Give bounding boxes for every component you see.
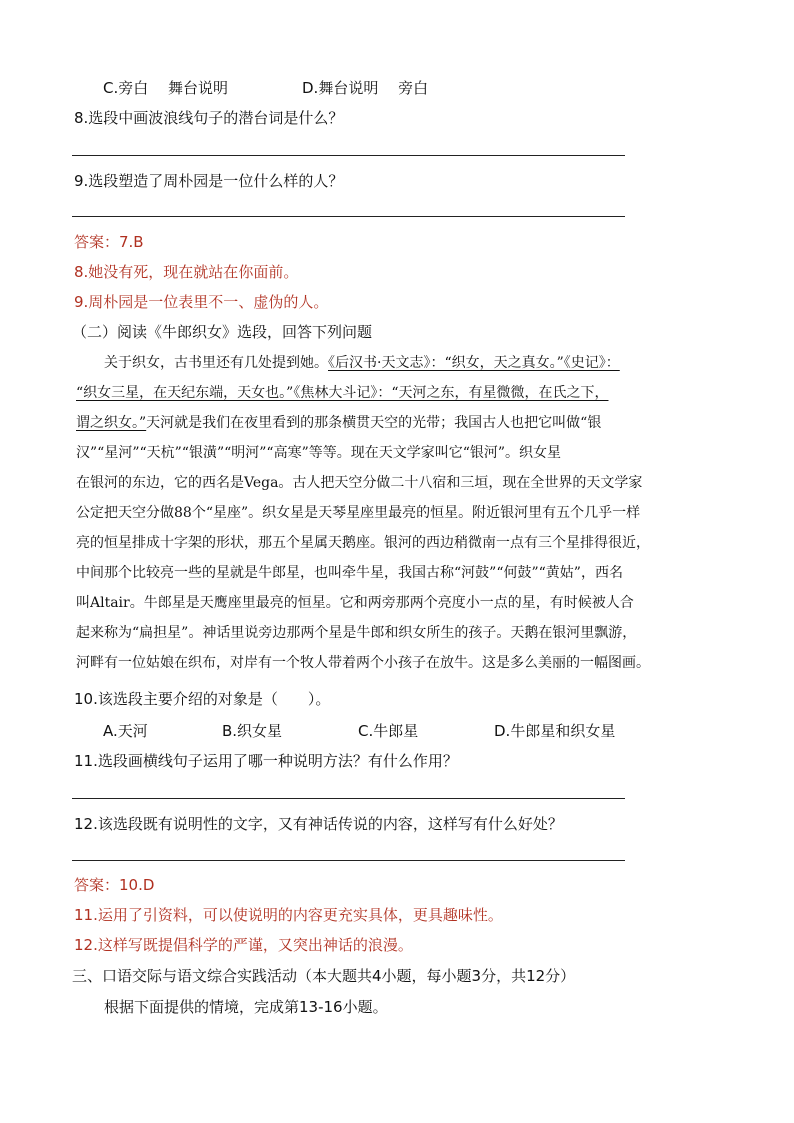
section-3-title: 三、口语交际与语文综合实践活动（本大题共4小题，每小题3分，共12分） — [72, 967, 576, 985]
q10-option-d: D.牛郎星和织女星 — [494, 722, 616, 740]
underlined-citation: 谓之织女。” — [76, 415, 147, 431]
passage-line-7: 亮的恒星排成十字架的形状，那五个星属天鹅座。银河的西边稍微南一点有三个星排得很近， — [76, 535, 650, 551]
passage-line-6: 公定把天空分做88个“星座”。织女星是天琴星座里最亮的恒星。附近银河里有五个几乎一样 — [76, 505, 641, 521]
answer-11: 11.运用了引资料，可以使说明的内容更充实具体，更具趣味性。 — [74, 906, 503, 924]
answer-line-9 — [72, 216, 625, 217]
question-11: 11.选段画横线句子运用了哪一种说明方法？有什么作用？ — [74, 752, 458, 770]
passage-line-3 — [76, 413, 601, 433]
q7-option-d: D.舞台说明 旁白 — [302, 79, 429, 97]
answer-7: 答案：7.B — [74, 233, 144, 251]
passage-line-2: “织女三星，在天纪东端，天女也。”《焦林大斗记》：“天河之东，有星微微，在氏之下， — [76, 385, 609, 401]
q10-option-c: C.牛郎星 — [358, 722, 419, 740]
answer-line-12 — [72, 860, 625, 861]
passage-line-10: 起来称为“扁担星”。神话里说旁边那两个星是牛郎和织女所生的孩子。天鹅在银河里飘游， — [76, 625, 637, 641]
q7-option-c: C.旁白 舞台说明 — [103, 79, 229, 97]
passage-line-5: 在银河的东边，它的西名是Vega。古人把天空分做二十八宿和三垣，现在全世界的天文学家 — [76, 475, 643, 491]
answer-9: 9.周朴园是一位表里不一、虚伪的人。 — [74, 293, 329, 311]
passage-text: 关于织女，古书里还有几处提到她。 — [104, 355, 328, 371]
question-12: 12.该选段既有说明性的文字，又有神话传说的内容，这样写有什么好处？ — [74, 815, 563, 833]
underlined-citation: 《后汉书·天文志》：“织女，天之真女。”《史记》： — [328, 355, 620, 371]
question-9: 9.选段塑造了周朴园是一位什么样的人？ — [74, 172, 344, 190]
passage-line-8: 中间那个比较亮一些的星就是牛郎星，也叫牵牛星，我国古称“河鼓”“何鼓”“黄姑”，西名 — [76, 565, 623, 581]
question-10: 10.该选段主要介绍的对象是（ ）。 — [74, 690, 331, 708]
q10-option-a: A.天河 — [103, 722, 148, 740]
answer-8: 8.她没有死，现在就站在你面前。 — [74, 263, 299, 281]
passage-line-4: 汉”“星河”“天杭”“银潢”“明河”“高寒”等等。现在天文学家叫它“银河”。织女星 — [76, 445, 562, 461]
section-3-intro: 根据下面提供的情境，完成第13-16小题。 — [104, 998, 388, 1016]
q10-option-b: B.织女星 — [222, 722, 283, 740]
passage-line-1 — [104, 353, 620, 373]
answer-line-8 — [72, 155, 625, 156]
section-2-title: （二）阅读《牛郎织女》选段，回答下列问题 — [72, 323, 373, 341]
question-8: 8.选段中画波浪线句子的潜台词是什么？ — [74, 109, 344, 127]
passage-text: 天河就是我们在夜里看到的那条横贯天空的光带；我国古人也把它叫做“银 — [146, 415, 602, 431]
answer-10: 答案：10.D — [74, 876, 155, 894]
answer-line-11 — [72, 798, 625, 799]
passage-line-9: 叫Altair。牛郎星是天鹰座里最亮的恒星。它和两旁那两个亮度小一点的星，有时候被人合 — [76, 595, 634, 611]
passage-line-11: 河畔有一位姑娘在织布，对岸有一个牧人带着两个小孩子在放牛。这是多么美丽的一幅图画。 — [76, 655, 650, 671]
answer-12: 12.这样写既提倡科学的严谨，又突出神话的浪漫。 — [74, 936, 413, 954]
